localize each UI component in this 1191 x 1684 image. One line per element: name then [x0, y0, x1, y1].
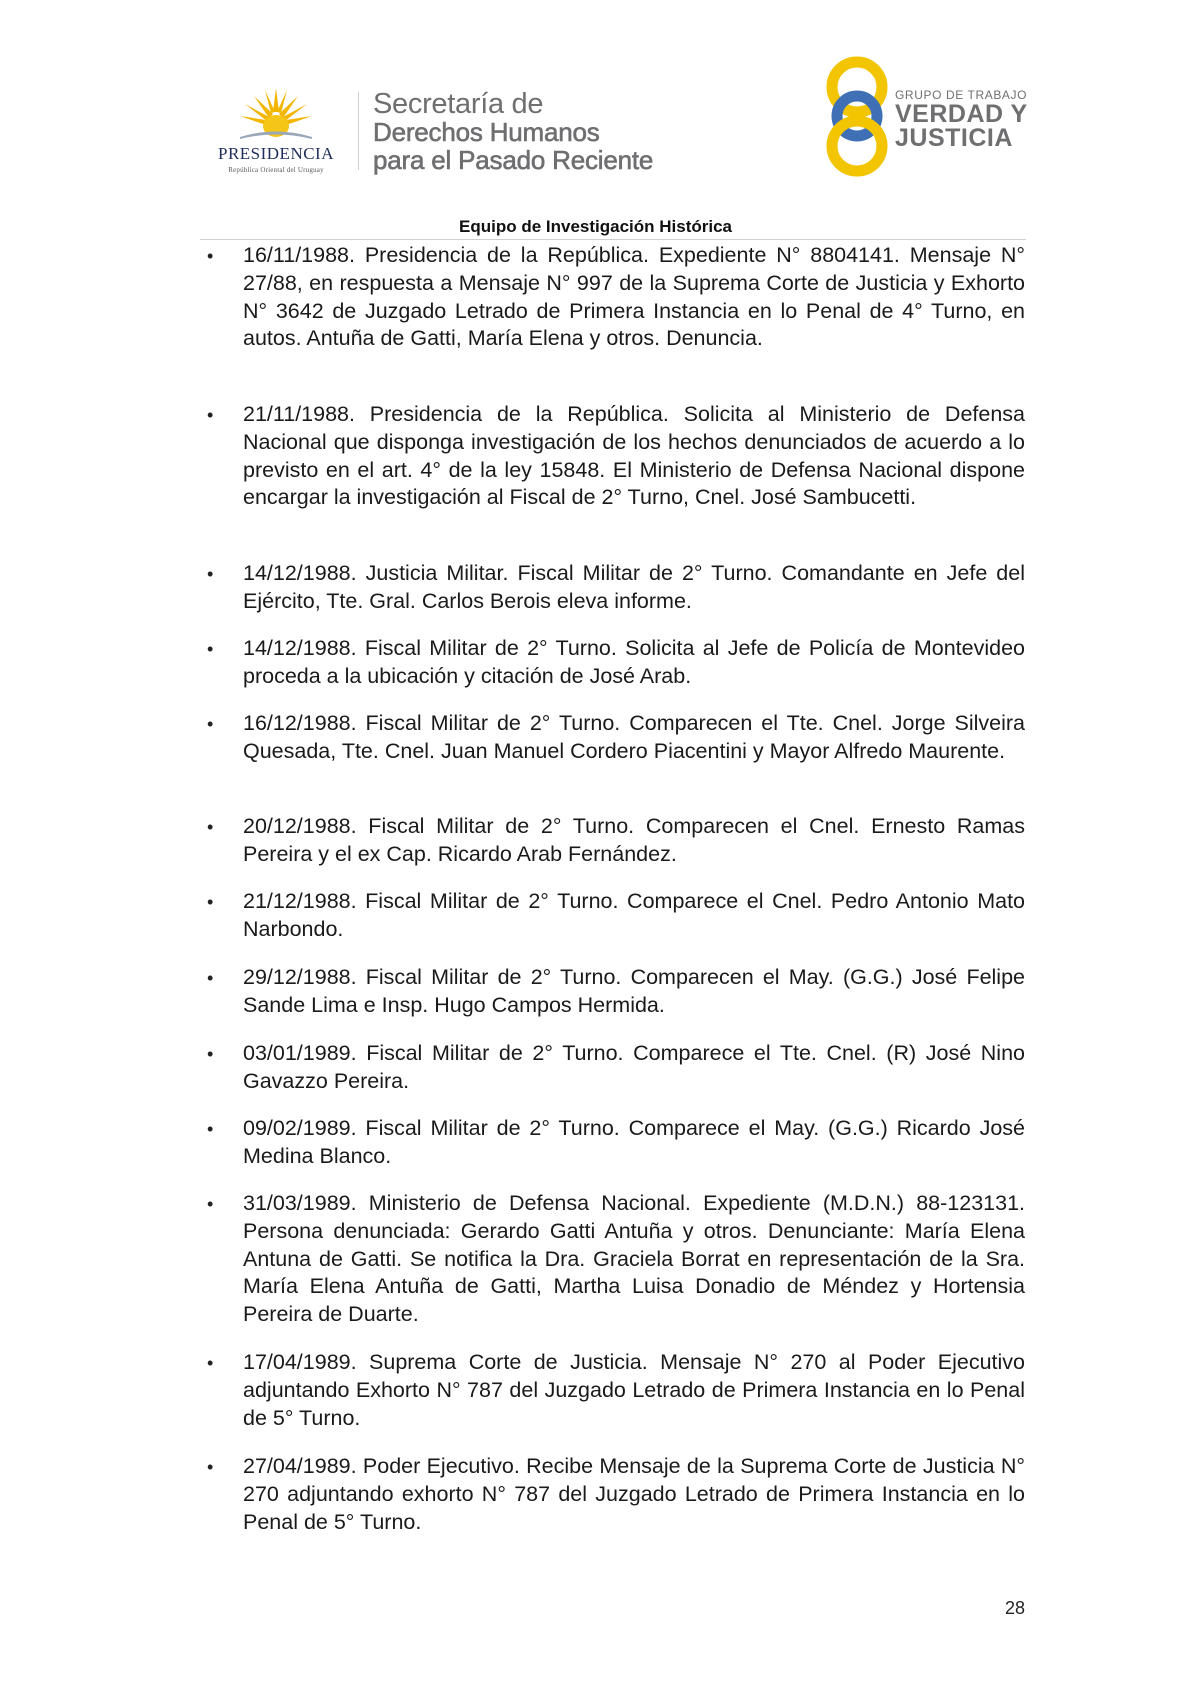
bullet: •: [207, 1044, 214, 1064]
presidencia-subtitle: República Oriental del Uruguay: [228, 166, 324, 174]
bullet: •: [207, 714, 214, 734]
entry-text: 27/04/1989. Poder Ejecutivo. Recibe Mensaje de la Suprema Corte de Justicia N° 270 adjuntando exhorto N° 787 del Juzgado Letrado de Primera Instancia en lo Penal de 5° Turno.: [243, 1454, 1025, 1534]
entry-text: 17/04/1989. Suprema Corte de Justicia. Mensaje N° 270 al Poder Ejecutivo adjuntando Exhorto N° 787 del Juzgado Letrado de Primera Instancia en lo Penal de 5° Turno.: [243, 1350, 1025, 1430]
entry-text: 03/01/1989. Fiscal Militar de 2° Turno. Comparece el Tte. Cnel. (R) José Nino Gavazzo Pereira.: [243, 1041, 1025, 1093]
entry-text: 31/03/1989. Ministerio de Defensa Nacional. Expediente (M.D.N.) 88-123131. Persona denunciada: Gerardo Gatti Antuña y otros. Denunciante: María Elena Antuna de Gatti. Se notifica la Dra. Graciela Borrat en representación de la Sra. María Elena Antuña de Gatti, Martha Luisa Donadio de Méndez y Hortensia Pereira de Duarte.: [243, 1191, 1025, 1327]
secretaria-line-3: para el Pasado Reciente: [373, 145, 654, 175]
entry-text: 14/12/1988. Justicia Militar. Fiscal Militar de 2° Turno. Comandante en Jefe del Ejército, Tte. Gral. Carlos Berois eleva informe.: [243, 561, 1025, 613]
page-number: 28: [1004, 1598, 1025, 1618]
bullet: •: [207, 892, 214, 912]
bullet: •: [207, 246, 214, 266]
bullet: •: [207, 1119, 214, 1139]
secretaria-line-1: Secretaría de: [373, 88, 544, 120]
section-title: Equipo de Investigación Histórica: [459, 217, 732, 236]
bullet: •: [207, 639, 214, 659]
entry-text: 16/11/1988. Presidencia de la República. Expediente N° 8804141. Mensaje N° 27/88, en respuesta a Mensaje N° 997 de la Suprema Corte de Justicia y Exhorto N° 3642 de Juzgado Letrado de Primera Instancia en lo Penal de 4° Turno, en autos. Antuña de Gatti, María Elena y otros. Denuncia.: [243, 243, 1025, 351]
bullet: •: [207, 968, 214, 988]
bullet: •: [207, 405, 214, 425]
entry-text: 21/11/1988. Presidencia de la República. Solicita al Ministerio de Defensa Nacional que disponga investigación de los hechos denunciados de acuerdo a lo previsto en el art. 4° de la ley 15848. El Ministerio de Defensa Nacional dispone encargar la investigación al Fiscal de 2° Turno, Cnel. José Sambucetti.: [243, 402, 1025, 510]
entry-text: 29/12/1988. Fiscal Militar de 2° Turno. Comparecen el May. (G.G.) José Felipe Sande Lima e Insp. Hugo Campos Hermida.: [243, 965, 1025, 1017]
bullet: •: [207, 817, 214, 837]
entry-text: 20/12/1988. Fiscal Militar de 2° Turno. Comparecen el Cnel. Ernesto Ramas Pereira y el ex Cap. Ricardo Arab Fernández.: [243, 814, 1025, 866]
grupo-line-1: GRUPO DE TRABAJO: [895, 88, 1028, 102]
grupo-line-2: VERDAD Y: [895, 100, 1028, 128]
bullet: •: [207, 1457, 214, 1477]
entry-text: 09/02/1989. Fiscal Militar de 2° Turno. Comparece el May. (G.G.) Ricardo José Medina Blanco.: [243, 1116, 1025, 1168]
entry-text: 21/12/1988. Fiscal Militar de 2° Turno. Comparece el Cnel. Pedro Antonio Mato Narbondo.: [243, 889, 1025, 941]
bullet: •: [207, 564, 214, 584]
entry-text: 16/12/1988. Fiscal Militar de 2° Turno. Comparecen el Tte. Cnel. Jorge Silveira Quesada, Tte. Cnel. Juan Manuel Cordero Piacentini y Mayor Alfredo Maurente.: [243, 711, 1025, 763]
grupo-line-3: JUSTICIA: [895, 124, 1013, 152]
entry-text: 14/12/1988. Fiscal Militar de 2° Turno. Solicita al Jefe de Policía de Montevideo proceda a la ubicación y citación de José Arab.: [243, 636, 1025, 688]
bullet: •: [207, 1353, 214, 1373]
secretaria-line-2: Derechos Humanos: [373, 117, 600, 147]
presidencia-wordmark: PRESIDENCIA: [217, 144, 334, 163]
bullet: •: [207, 1194, 214, 1214]
